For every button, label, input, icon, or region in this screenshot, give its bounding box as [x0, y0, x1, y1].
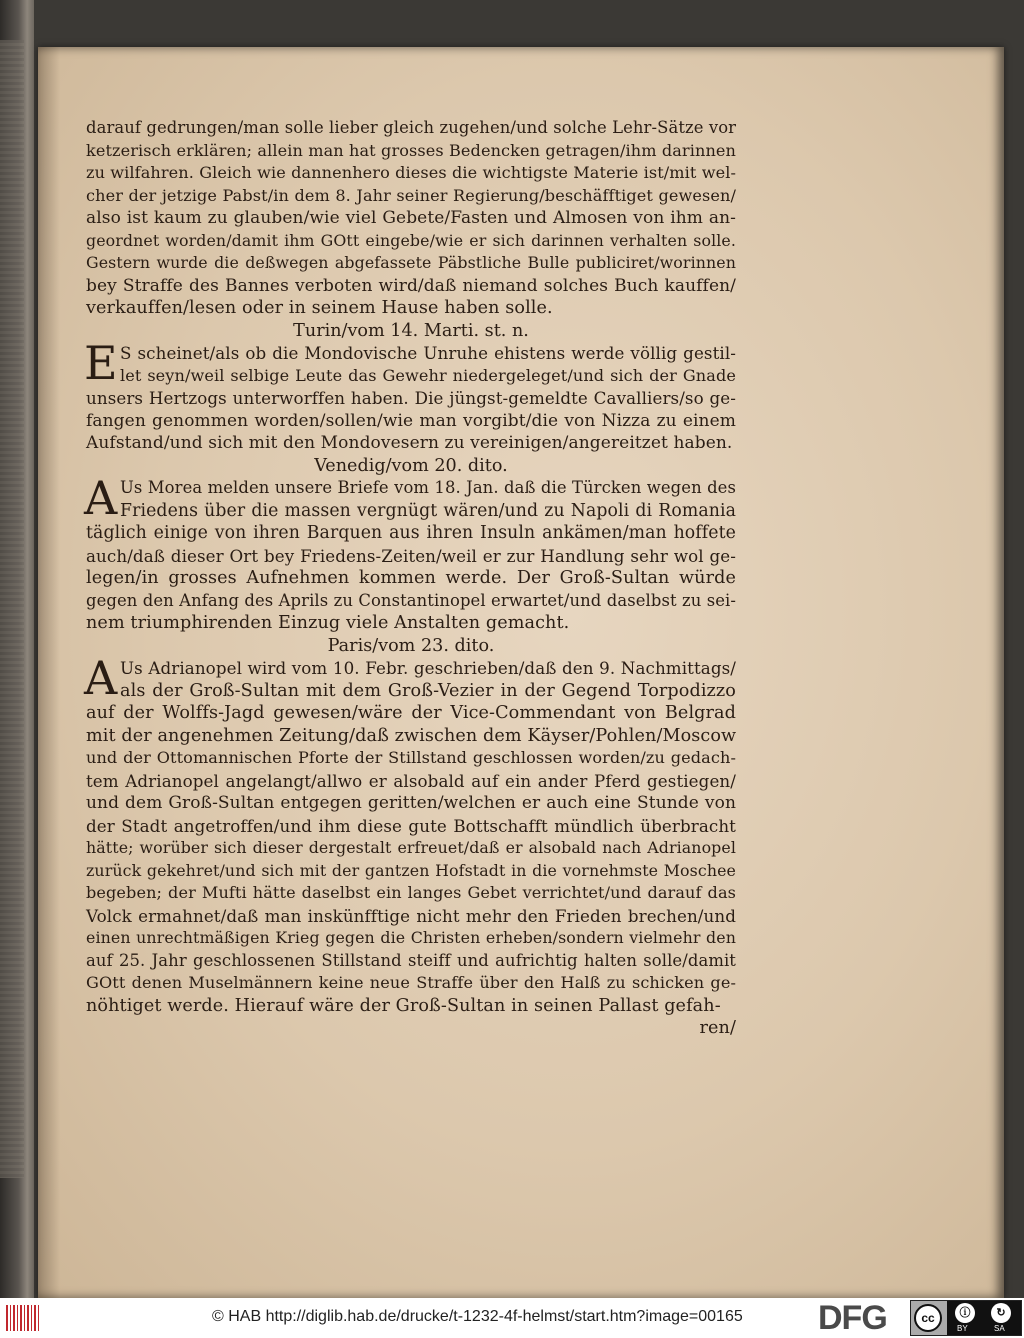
catchword: ren/ — [699, 1018, 736, 1038]
viewer-footer — [0, 1298, 1024, 1338]
sa-label: SA — [994, 1324, 1005, 1333]
hab-barcode-icon — [6, 1305, 40, 1331]
text-line: als der Groß-Sultan mit dem Groß-Vezier in der Gegend Torpodizzo — [120, 680, 736, 701]
text-line: gegen den Anfang des Aprils zu Constantinopel erwartet/und daselbst zu sei- — [86, 590, 736, 610]
text-line: einen unrechtmäßigen Krieg gegen die Christen erheben/sondern vielmehr den — [86, 928, 736, 947]
page-edge-texture — [0, 40, 24, 1178]
paragraph-rome — [86, 117, 736, 320]
cc-icon: cc — [914, 1304, 942, 1332]
text-line: darauf gedrungen/man solle lieber gleich zugehen/und solche Lehr-Sätze vor — [86, 118, 737, 137]
text-line: zurück gekehret/und sich mit der gantzen Hofstadt in die vornehmste Moschee — [86, 860, 736, 880]
text-line: zu wilfahren. Gleich wie dannenhero dieses die wichtigste Materie ist/mit wel- — [86, 163, 736, 182]
previous-page-edge — [0, 0, 34, 1298]
text-line: ketzerisch erklären; allein man hat grosses Bedencken getragen/ihm darinnen — [86, 140, 736, 160]
heading-paris: Paris/vom 23. dito. — [327, 635, 495, 656]
copyright-link[interactable]: © HAB http://diglib.hab.de/drucke/t-1232-4f-helmst/start.htm?image=00165 — [212, 1308, 743, 1325]
page-text-block — [86, 117, 736, 1040]
paragraph-paris — [84, 651, 737, 1017]
scanned-page — [38, 47, 1004, 1298]
text-line: auf 25. Jahr geschlossenen Stillstand steiff und aufrichtig halten solle/damit — [86, 950, 736, 970]
text-line: tem Adrianopel angelangt/allwo er alsobald auf ein ander Pferd gestiegen/ — [86, 770, 736, 791]
text-line: mit der angenehmen Zeitung/daß zwischen dem Käyser/Pohlen/Moscow — [86, 725, 737, 746]
text-line: Us Morea melden unsere Briefe vom 18. Jan. daß die Türcken wegen des — [120, 478, 736, 497]
text-line: begeben; der Mufti hätte daselbst ein langes Gebet verrichtet/und darauf das — [86, 883, 736, 902]
by-label: BY — [957, 1324, 968, 1333]
dfg-logo: DFG — [818, 1299, 887, 1337]
text-line: also ist kaum zu glauben/wie viel Gebete/Fasten und Almosen von ihm an- — [86, 208, 736, 228]
text-line: täglich einige von ihren Barquen aus ihren Insuln ankämen/man hoffete — [86, 523, 736, 543]
heading-venedig: Venedig/vom 20. dito. — [314, 455, 508, 476]
text-line: GOtt denen Muselmännern keine neue Straffe über den Halß zu schicken ge- — [86, 973, 736, 992]
text-line: S scheinet/als ob die Mondovische Unruhe ehistens werde völlig gestil- — [120, 343, 736, 363]
heading-turin: Turin/vom 14. Marti. st. n. — [293, 320, 529, 341]
initial-letter: A — [84, 651, 118, 705]
page-fold-shadow — [38, 47, 60, 1298]
text-line: Friedens über die massen vergnügt wären/und zu Napoli di Romania — [120, 500, 736, 521]
text-line: cher der jetzige Pabst/in dem 8. Jahr seiner Regierung/beschäfftiget gewesen/ — [86, 185, 736, 205]
text-line: Volck ermahnet/daß man inskünfftige nicht mehr den Frieden brechen/und — [86, 905, 736, 926]
text-line: Gestern wurde die deßwegen abgefassete Päbstliche Bulle publiciret/worinnen — [86, 253, 736, 272]
text-line: geordnet worden/damit ihm GOtt eingebe/wie er sich darinnen verhalten solle. — [86, 230, 736, 250]
text-line: nem triumphirenden Einzug viele Anstalten gemacht. — [86, 613, 570, 633]
text-line: unsers Hertzogs unterworffen haben. Die jüngst-gemeldte Cavalliers/so ge- — [86, 388, 736, 408]
text-line: und der Ottomannischen Pforte der Stillstand geschlossen worden/zu gedach- — [86, 748, 736, 767]
text-line: legen/in grosses Aufnehmen kommen werde. Der Groß-Sultan würde — [86, 568, 736, 588]
text-line: verkauffen/lesen oder in seinem Hause haben solle. — [86, 298, 553, 318]
text-line: bey Straffe des Bannes verboten wird/daß niemand solches Buch kauffen/ — [86, 275, 736, 296]
text-line: let seyn/weil selbige Leute das Gewehr niedergeleget/und sich der Gnade — [120, 365, 736, 385]
paragraph-turin — [84, 336, 736, 455]
text-line: auf der Wolffs-Jagd gewesen/wäre der Vice-Commendant von Belgrad — [86, 703, 736, 723]
text-line: Us Adrianopel wird vom 10. Febr. geschrieben/daß den 9. Nachmittags/ — [120, 658, 736, 678]
text-line: Aufstand/und sich mit den Mondovesern zu vereinigen/angereitzet haben. — [86, 433, 733, 453]
text-line: und dem Groß-Sultan entgegen geritten/welchen er auch eine Stunde von — [86, 793, 736, 813]
text-line: hätte; worüber sich dieser dergestalt erfreuet/daß er alsobald nach Adrianopel — [86, 838, 736, 857]
paragraph-venedig — [84, 471, 736, 635]
text-line: der Stadt angetroffen/und ihm diese gute Bottschafft mündlich überbracht — [86, 815, 736, 836]
text-line: nöhtiget werde. Hierauf wäre der Groß-Sultan in seinen Pallast gefah- — [86, 995, 721, 1016]
initial-letter: E — [84, 336, 118, 390]
initial-letter: A — [84, 471, 118, 525]
text-line: auch/daß dieser Ort bey Friedens-Zeiten/weil er zur Handlung sehr wol ge- — [86, 545, 736, 566]
by-icon: ⓘ — [955, 1303, 975, 1323]
cc-license-badge[interactable] — [910, 1300, 1022, 1336]
sa-icon: ↻ — [991, 1303, 1011, 1323]
text-line: fangen genommen worden/sollen/wie man vorgibt/die von Nizza zu einem — [86, 410, 736, 431]
